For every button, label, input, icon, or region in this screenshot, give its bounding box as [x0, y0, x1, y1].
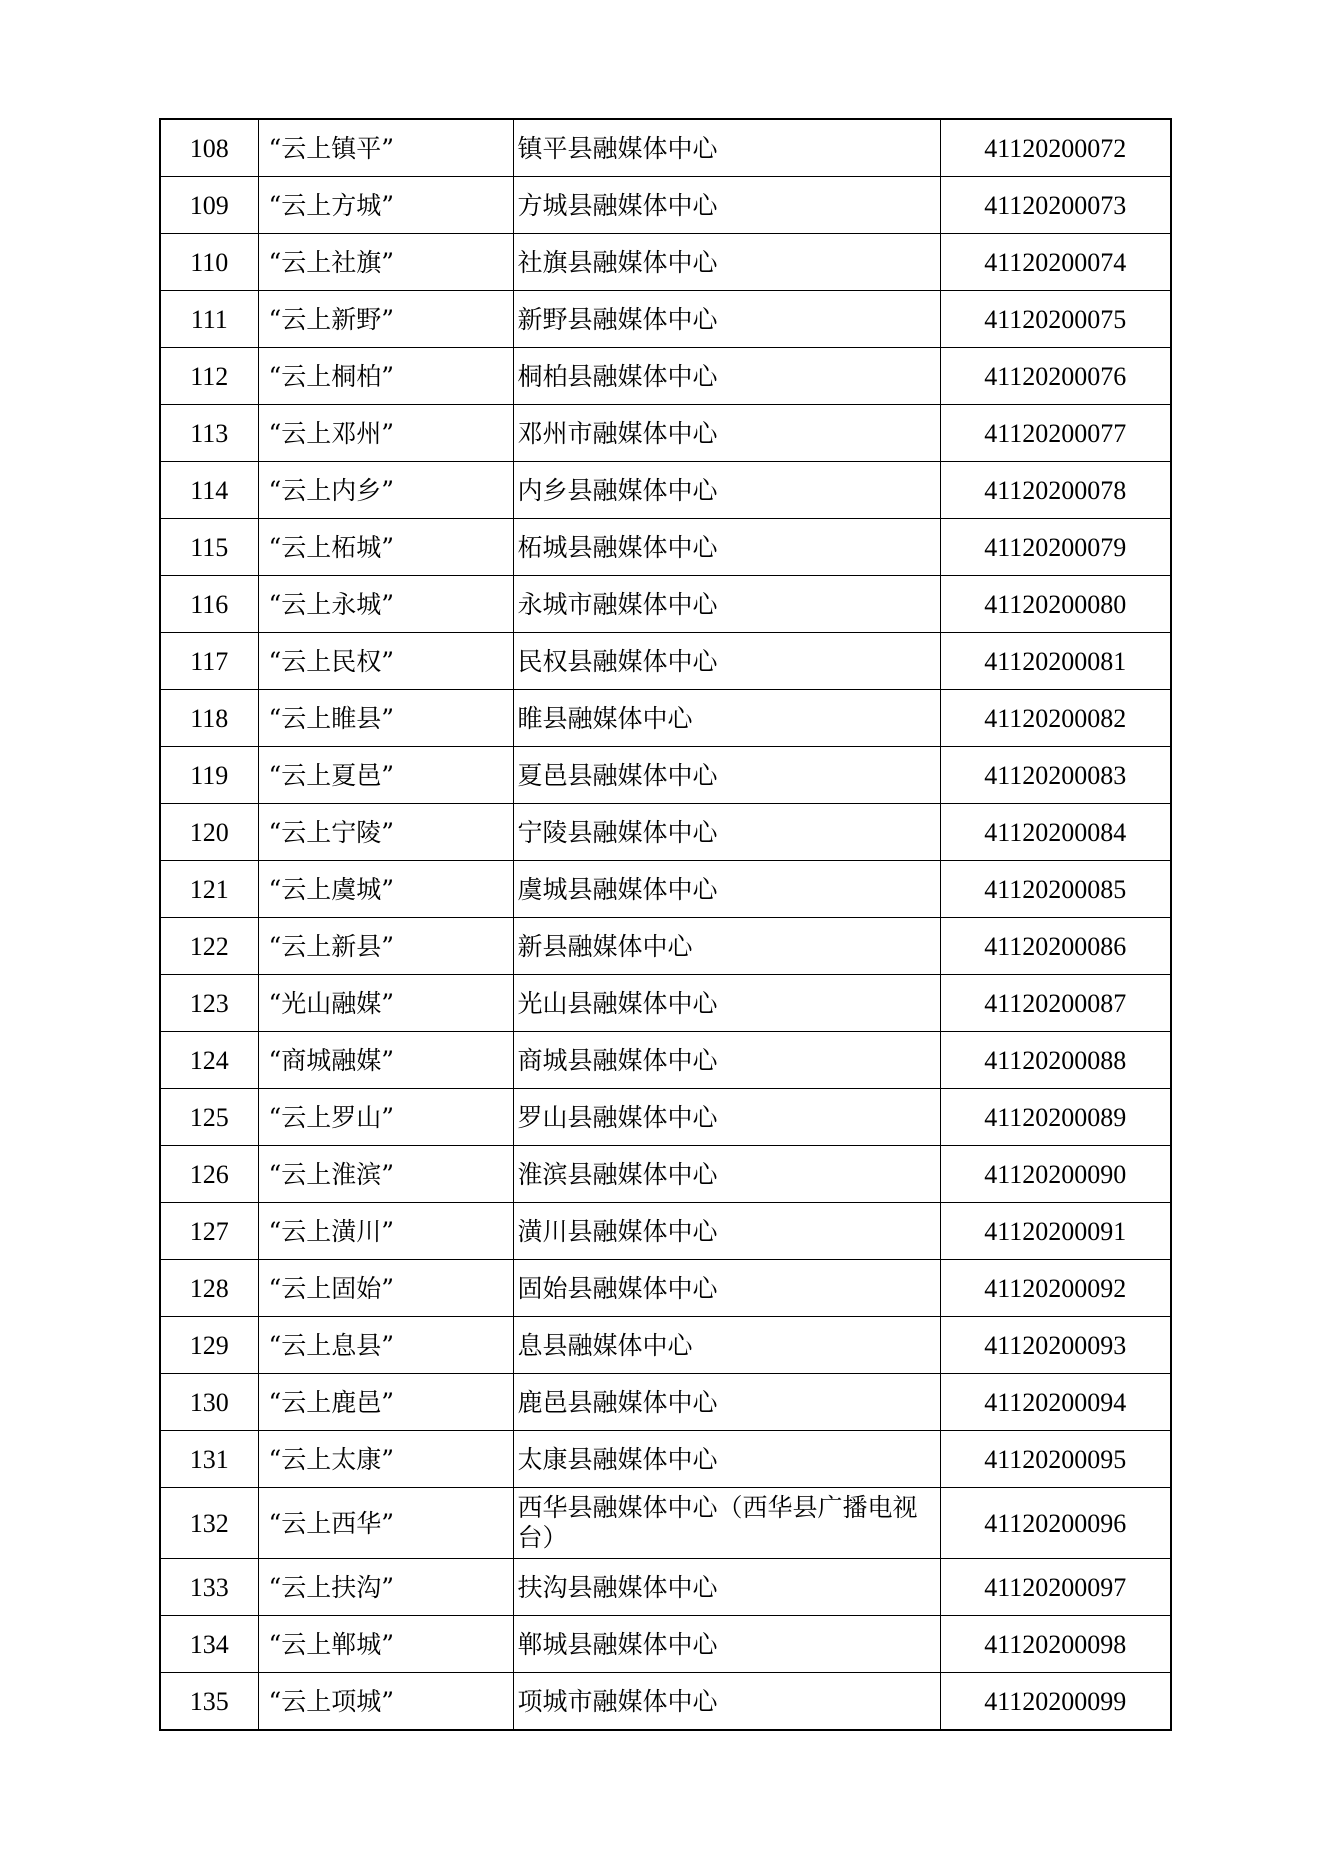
app-name-cell: “云上永城”: [258, 576, 513, 633]
registration-code-cell: 41120200091: [940, 1203, 1171, 1260]
registration-code-cell: 41120200073: [940, 177, 1171, 234]
app-name-cell: “云上虞城”: [258, 861, 513, 918]
row-number-cell: 121: [160, 861, 258, 918]
table-row: [160, 1616, 1171, 1673]
table-row: [160, 633, 1171, 690]
app-name-cell: “云上西华”: [258, 1488, 513, 1559]
organization-cell: 潢川县融媒体中心: [513, 1203, 940, 1260]
organization-cell: 商城县融媒体中心: [513, 1032, 940, 1089]
table-row: [160, 405, 1171, 462]
row-number-cell: 118: [160, 690, 258, 747]
row-number-cell: 129: [160, 1317, 258, 1374]
row-number-cell: 119: [160, 747, 258, 804]
table-row: [160, 119, 1171, 177]
table-row: [160, 747, 1171, 804]
app-name-cell: “云上夏邑”: [258, 747, 513, 804]
registration-code-cell: 41120200086: [940, 918, 1171, 975]
organization-cell: 虞城县融媒体中心: [513, 861, 940, 918]
organization-cell: 项城市融媒体中心: [513, 1673, 940, 1731]
row-number-cell: 124: [160, 1032, 258, 1089]
table-row: [160, 804, 1171, 861]
organization-cell: 内乡县融媒体中心: [513, 462, 940, 519]
organization-cell: 睢县融媒体中心: [513, 690, 940, 747]
app-name-cell: “云上镇平”: [258, 119, 513, 177]
registration-code-cell: 41120200093: [940, 1317, 1171, 1374]
table-row: [160, 177, 1171, 234]
app-name-cell: “云上方城”: [258, 177, 513, 234]
app-name-cell: “云上潢川”: [258, 1203, 513, 1260]
organization-cell: 息县融媒体中心: [513, 1317, 940, 1374]
table-row: [160, 1431, 1171, 1488]
table-row: [160, 1559, 1171, 1616]
row-number-cell: 128: [160, 1260, 258, 1317]
registration-code-cell: 41120200096: [940, 1488, 1171, 1559]
table-row: [160, 1146, 1171, 1203]
organization-cell: 淮滨县融媒体中心: [513, 1146, 940, 1203]
row-number-cell: 127: [160, 1203, 258, 1260]
table-row: [160, 1203, 1171, 1260]
registration-code-cell: 41120200097: [940, 1559, 1171, 1616]
table-row: [160, 234, 1171, 291]
registration-code-cell: 41120200082: [940, 690, 1171, 747]
app-name-cell: “云上固始”: [258, 1260, 513, 1317]
registry-table-body: [160, 119, 1171, 1730]
row-number-cell: 132: [160, 1488, 258, 1559]
organization-cell: 太康县融媒体中心: [513, 1431, 940, 1488]
row-number-cell: 130: [160, 1374, 258, 1431]
row-number-cell: 123: [160, 975, 258, 1032]
organization-cell: 新野县融媒体中心: [513, 291, 940, 348]
organization-cell: 固始县融媒体中心: [513, 1260, 940, 1317]
app-name-cell: “云上民权”: [258, 633, 513, 690]
registration-code-cell: 41120200080: [940, 576, 1171, 633]
organization-cell: 新县融媒体中心: [513, 918, 940, 975]
registration-code-cell: 41120200084: [940, 804, 1171, 861]
organization-cell: 民权县融媒体中心: [513, 633, 940, 690]
table-row: [160, 519, 1171, 576]
row-number-cell: 115: [160, 519, 258, 576]
table-row: [160, 1260, 1171, 1317]
registration-code-cell: 41120200087: [940, 975, 1171, 1032]
registry-table: [159, 118, 1172, 1731]
registration-code-cell: 41120200094: [940, 1374, 1171, 1431]
registration-code-cell: 41120200095: [940, 1431, 1171, 1488]
organization-cell: 邓州市融媒体中心: [513, 405, 940, 462]
registration-code-cell: 41120200076: [940, 348, 1171, 405]
row-number-cell: 111: [160, 291, 258, 348]
organization-cell: 夏邑县融媒体中心: [513, 747, 940, 804]
table-row: [160, 462, 1171, 519]
app-name-cell: “云上鹿邑”: [258, 1374, 513, 1431]
app-name-cell: “云上宁陵”: [258, 804, 513, 861]
organization-cell: 西华县融媒体中心（西华县广播电视台）: [513, 1488, 940, 1559]
app-name-cell: “云上项城”: [258, 1673, 513, 1731]
organization-cell: 永城市融媒体中心: [513, 576, 940, 633]
row-number-cell: 126: [160, 1146, 258, 1203]
organization-cell: 桐柏县融媒体中心: [513, 348, 940, 405]
app-name-cell: “云上郸城”: [258, 1616, 513, 1673]
table-row: [160, 1089, 1171, 1146]
table-row: [160, 918, 1171, 975]
app-name-cell: “云上内乡”: [258, 462, 513, 519]
app-name-cell: “云上社旗”: [258, 234, 513, 291]
table-row: [160, 1673, 1171, 1731]
table-row: [160, 1317, 1171, 1374]
table-row: [160, 1488, 1171, 1559]
registration-code-cell: 41120200089: [940, 1089, 1171, 1146]
registration-code-cell: 41120200075: [940, 291, 1171, 348]
table-row: [160, 1374, 1171, 1431]
app-name-cell: “云上新野”: [258, 291, 513, 348]
registration-code-cell: 41120200081: [940, 633, 1171, 690]
registration-code-cell: 41120200099: [940, 1673, 1171, 1731]
registration-code-cell: 41120200072: [940, 119, 1171, 177]
registration-code-cell: 41120200083: [940, 747, 1171, 804]
row-number-cell: 133: [160, 1559, 258, 1616]
table-row: [160, 576, 1171, 633]
registration-code-cell: 41120200090: [940, 1146, 1171, 1203]
app-name-cell: “云上息县”: [258, 1317, 513, 1374]
registration-code-cell: 41120200077: [940, 405, 1171, 462]
table-row: [160, 975, 1171, 1032]
app-name-cell: “云上太康”: [258, 1431, 513, 1488]
registration-code-cell: 41120200074: [940, 234, 1171, 291]
organization-cell: 社旗县融媒体中心: [513, 234, 940, 291]
row-number-cell: 117: [160, 633, 258, 690]
organization-cell: 宁陵县融媒体中心: [513, 804, 940, 861]
app-name-cell: “云上新县”: [258, 918, 513, 975]
row-number-cell: 108: [160, 119, 258, 177]
row-number-cell: 110: [160, 234, 258, 291]
organization-cell: 镇平县融媒体中心: [513, 119, 940, 177]
organization-cell: 光山县融媒体中心: [513, 975, 940, 1032]
row-number-cell: 122: [160, 918, 258, 975]
registration-code-cell: 41120200078: [940, 462, 1171, 519]
registration-code-cell: 41120200098: [940, 1616, 1171, 1673]
table-row: [160, 1032, 1171, 1089]
row-number-cell: 116: [160, 576, 258, 633]
app-name-cell: “云上罗山”: [258, 1089, 513, 1146]
table-row: [160, 348, 1171, 405]
table-row: [160, 291, 1171, 348]
row-number-cell: 113: [160, 405, 258, 462]
table-row: [160, 861, 1171, 918]
row-number-cell: 114: [160, 462, 258, 519]
registration-code-cell: 41120200088: [940, 1032, 1171, 1089]
app-name-cell: “云上睢县”: [258, 690, 513, 747]
organization-cell: 罗山县融媒体中心: [513, 1089, 940, 1146]
registration-code-cell: 41120200085: [940, 861, 1171, 918]
app-name-cell: “云上扶沟”: [258, 1559, 513, 1616]
row-number-cell: 135: [160, 1673, 258, 1731]
organization-cell: 方城县融媒体中心: [513, 177, 940, 234]
app-name-cell: “云上邓州”: [258, 405, 513, 462]
app-name-cell: “光山融媒”: [258, 975, 513, 1032]
organization-cell: 柘城县融媒体中心: [513, 519, 940, 576]
registration-code-cell: 41120200092: [940, 1260, 1171, 1317]
app-name-cell: “云上柘城”: [258, 519, 513, 576]
row-number-cell: 120: [160, 804, 258, 861]
organization-cell: 郸城县融媒体中心: [513, 1616, 940, 1673]
app-name-cell: “云上淮滨”: [258, 1146, 513, 1203]
app-name-cell: “云上桐柏”: [258, 348, 513, 405]
row-number-cell: 109: [160, 177, 258, 234]
row-number-cell: 125: [160, 1089, 258, 1146]
app-name-cell: “商城融媒”: [258, 1032, 513, 1089]
row-number-cell: 134: [160, 1616, 258, 1673]
organization-cell: 鹿邑县融媒体中心: [513, 1374, 940, 1431]
organization-cell: 扶沟县融媒体中心: [513, 1559, 940, 1616]
registration-code-cell: 41120200079: [940, 519, 1171, 576]
row-number-cell: 131: [160, 1431, 258, 1488]
table-row: [160, 690, 1171, 747]
row-number-cell: 112: [160, 348, 258, 405]
